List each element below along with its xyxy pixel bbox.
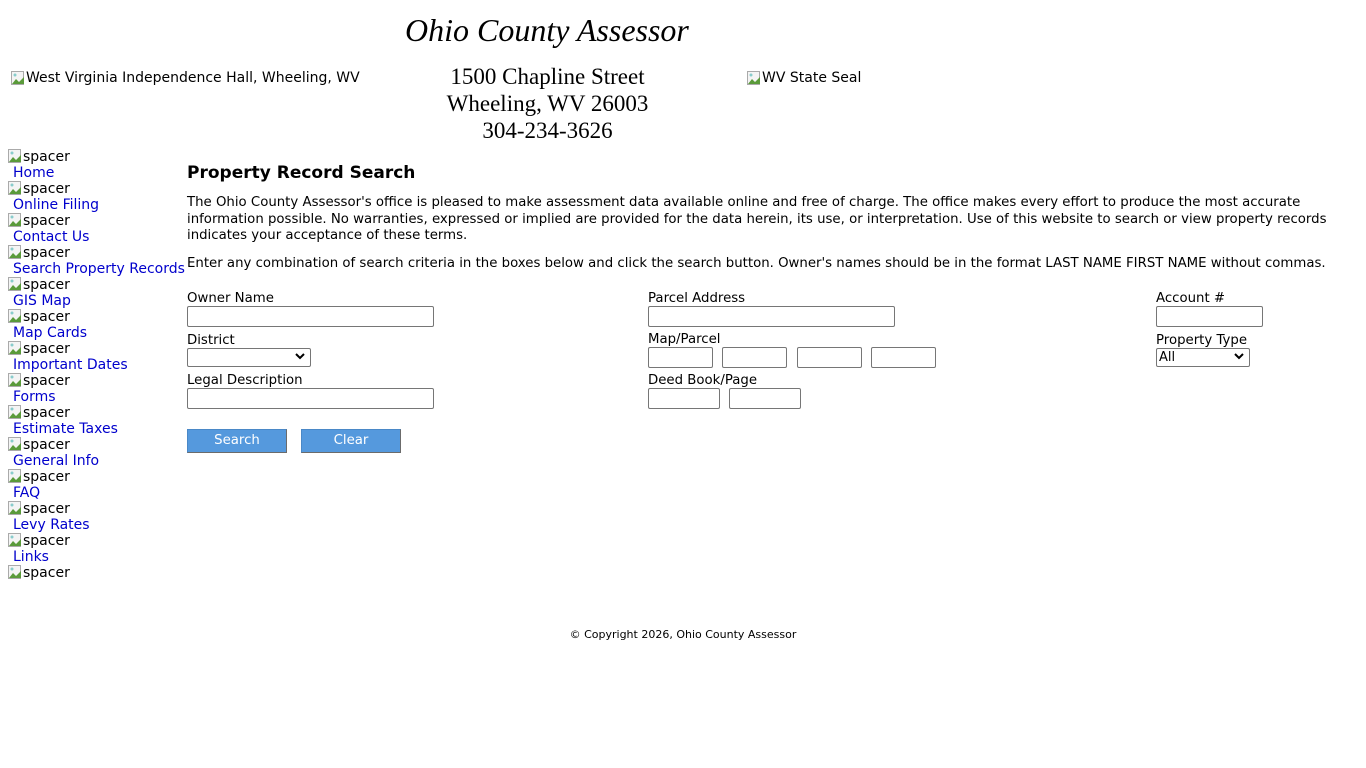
property-type-label: Property Type xyxy=(1156,333,1248,348)
sidebar-item-gis-map[interactable]: GIS Map xyxy=(13,293,71,309)
parcel-address-input[interactable] xyxy=(648,306,895,327)
sidebar-item-search-property-records[interactable]: Search Property Records xyxy=(13,261,185,277)
district-select[interactable] xyxy=(187,348,311,367)
broken-image-icon xyxy=(8,277,22,291)
chevron-down-icon xyxy=(1234,353,1244,363)
office-address xyxy=(400,63,695,144)
copyright-footer: © Copyright 2026, Ohio County Assessor xyxy=(569,628,797,641)
parcel-suffix-input[interactable] xyxy=(871,347,936,368)
sidebar-item-general-info[interactable]: General Info xyxy=(13,453,100,469)
spacer-image xyxy=(8,469,186,485)
legal-description-input[interactable] xyxy=(187,388,434,409)
state-seal-image xyxy=(747,70,861,86)
sidebar-item-estimate-taxes[interactable]: Estimate Taxes xyxy=(13,421,118,437)
broken-image-icon xyxy=(8,501,22,515)
spacer-image xyxy=(8,245,186,261)
address-street: 1500 Chapline Street xyxy=(450,64,645,89)
broken-image-icon xyxy=(8,245,22,259)
parcel-input[interactable] xyxy=(722,347,787,368)
owner-name-label: Owner Name xyxy=(187,291,274,306)
sidebar-item-online-filing[interactable]: Online Filing xyxy=(13,197,100,213)
broken-image-icon xyxy=(8,437,22,451)
search-button[interactable]: Search xyxy=(187,429,287,453)
search-instructions: Enter any combination of search criteria in the boxes below and click the search button. Owner's names should be in the format LAST NAME FIRST NAME without commas. xyxy=(187,256,1326,271)
page-title: Property Record Search xyxy=(187,163,416,183)
spacer-image xyxy=(8,405,186,421)
owner-name-input[interactable] xyxy=(187,306,434,327)
sidebar-item-forms[interactable]: Forms xyxy=(13,389,56,405)
spacer-alt-text: spacer xyxy=(23,469,70,485)
account-label: Account # xyxy=(1156,291,1226,306)
spacer-alt-text: spacer xyxy=(23,341,70,357)
disclaimer-text: The Ohio County Assessor's office is pleased to make assessment data available online and free of charge. The office makes every effort to produce the most accurate information possible. No warranties, expressed or implied are provided for the data herein, its use, or interpretation. Use of this website to search or view property records indicates your acceptance of these terms. xyxy=(187,195,1327,243)
independence-hall-image xyxy=(11,70,360,86)
broken-image-icon xyxy=(8,309,22,323)
spacer-image xyxy=(8,341,186,357)
sidebar-item-contact-us[interactable]: Contact Us xyxy=(13,229,90,245)
spacer-image xyxy=(8,213,186,229)
spacer-image xyxy=(8,565,186,581)
property-type-selected-value: All xyxy=(1159,350,1176,365)
spacer-alt-text: spacer xyxy=(23,373,70,389)
parcel-address-label: Parcel Address xyxy=(648,291,746,306)
sidebar-nav xyxy=(8,149,186,581)
clear-button[interactable]: Clear xyxy=(301,429,401,453)
spacer-image xyxy=(8,149,186,165)
site-title: Ohio County Assessor xyxy=(405,12,689,48)
spacer-image xyxy=(8,373,186,389)
spacer-image xyxy=(8,501,186,517)
property-type-select[interactable] xyxy=(1156,348,1250,367)
sidebar-item-levy-rates[interactable]: Levy Rates xyxy=(13,517,90,533)
broken-image-icon xyxy=(747,71,761,85)
broken-image-icon xyxy=(8,405,22,419)
spacer-image xyxy=(8,533,186,549)
sidebar-item-map-cards[interactable]: Map Cards xyxy=(13,325,88,341)
spacer-image xyxy=(8,277,186,293)
deed-book-input[interactable] xyxy=(648,388,720,409)
spacer-alt-text: spacer xyxy=(23,437,70,453)
sidebar-item-links[interactable]: Links xyxy=(13,549,49,565)
broken-image-icon xyxy=(8,341,22,355)
spacer-alt-text: spacer xyxy=(23,533,70,549)
broken-image-icon xyxy=(8,533,22,547)
independence-hall-alt-text: West Virginia Independence Hall, Wheeling, WV xyxy=(26,70,360,86)
spacer-image xyxy=(8,437,186,453)
broken-image-icon xyxy=(8,149,22,163)
deed-page-input[interactable] xyxy=(729,388,801,409)
spacer-alt-text: spacer xyxy=(23,565,70,581)
map-parcel-label: Map/Parcel xyxy=(648,332,721,347)
spacer-alt-text: spacer xyxy=(23,277,70,293)
district-label: District xyxy=(187,333,235,348)
address-city: Wheeling, WV 26003 xyxy=(446,91,649,116)
parcel-sub-input[interactable] xyxy=(797,347,862,368)
sidebar-item-faq[interactable]: FAQ xyxy=(13,485,41,501)
spacer-alt-text: spacer xyxy=(23,501,70,517)
chevron-down-icon xyxy=(295,353,305,363)
map-input[interactable] xyxy=(648,347,713,368)
broken-image-icon xyxy=(8,565,22,579)
deed-book-page-label: Deed Book/Page xyxy=(648,373,758,388)
spacer-alt-text: spacer xyxy=(23,405,70,421)
broken-image-icon xyxy=(8,373,22,387)
office-phone: 304-234-3626 xyxy=(482,118,613,143)
broken-image-icon xyxy=(8,181,22,195)
legal-description-label: Legal Description xyxy=(187,373,303,388)
spacer-alt-text: spacer xyxy=(23,149,70,165)
spacer-alt-text: spacer xyxy=(23,309,70,325)
broken-image-icon xyxy=(8,213,22,227)
broken-image-icon xyxy=(8,469,22,483)
spacer-image xyxy=(8,181,186,197)
sidebar-item-home[interactable]: Home xyxy=(13,165,55,181)
broken-image-icon xyxy=(11,71,25,85)
account-input[interactable] xyxy=(1156,306,1263,327)
spacer-alt-text: spacer xyxy=(23,181,70,197)
sidebar-item-important-dates[interactable]: Important Dates xyxy=(13,357,128,373)
spacer-image xyxy=(8,309,186,325)
state-seal-alt-text: WV State Seal xyxy=(762,70,862,86)
spacer-alt-text: spacer xyxy=(23,213,70,229)
spacer-alt-text: spacer xyxy=(23,245,70,261)
